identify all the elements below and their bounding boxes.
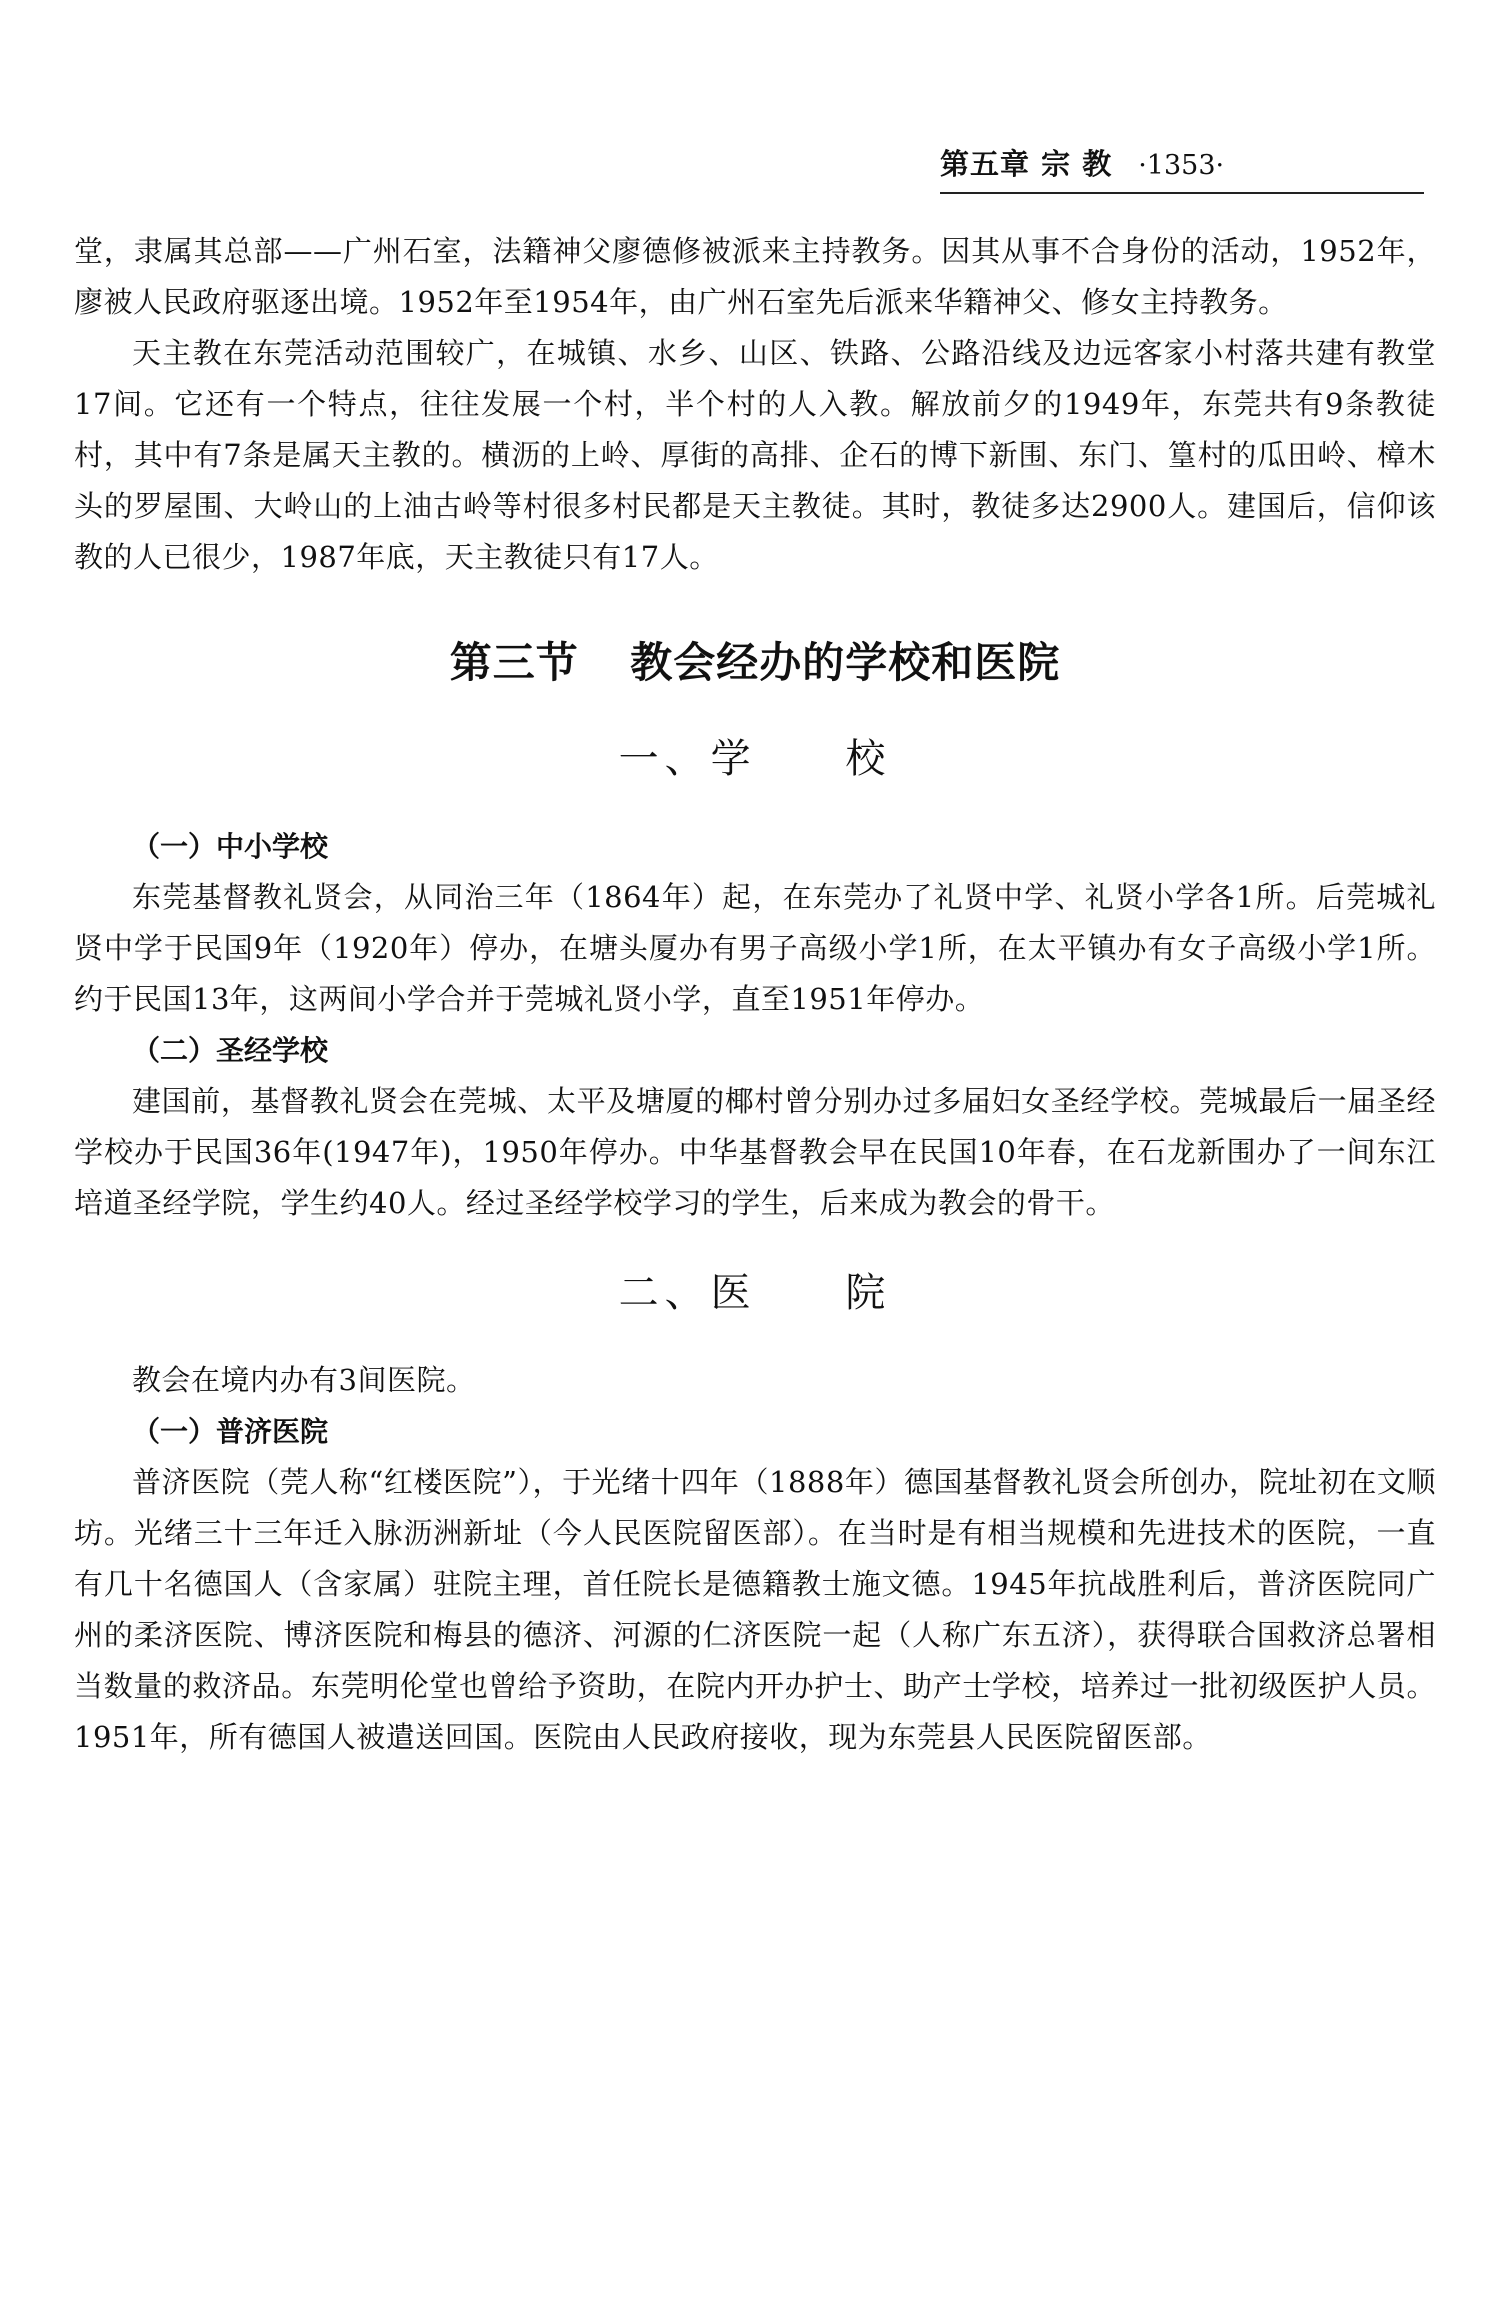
item-heading-puji-hospital: （一）普济医院 bbox=[132, 1415, 329, 1448]
header-rule bbox=[940, 192, 1424, 194]
paragraph-bible-schools: 建国前，基督教礼贤会在莞城、太平及塘厦的椰村曾分别办过多届妇女圣经学校。莞城最后一届圣经学校办于民国36年(1947年)，1950年停办。中华基督教会早在民国10年春，在石龙新围办了一间东江培道圣经学院，学生约40人。经过圣经学校学习的学生，后来成为教会的骨干。 bbox=[74, 1084, 1436, 1220]
item-heading-bible-schools: （二）圣经学校 bbox=[132, 1034, 329, 1067]
section-title: 第三节 教会经办的学校和医院 bbox=[449, 638, 1061, 687]
item-heading-primary-schools: （一）中小学校 bbox=[132, 830, 329, 863]
subsection-title-hospitals: 二、医 院 bbox=[618, 1270, 892, 1316]
chapter-title: 第五章 宗 教 bbox=[940, 147, 1113, 181]
body-text bbox=[74, 226, 1436, 1763]
subsection-title-schools: 一、学 校 bbox=[618, 736, 892, 782]
paragraph-primary-schools: 东莞基督教礼贤会，从同治三年（1864年）起，在东莞办了礼贤中学、礼贤小学各1所。后莞城礼贤中学于民国9年（1920年）停办，在塘头厦办有男子高级小学1所，在太平镇办有女子高级小学1所。约于民国13年，这两间小学合并于莞城礼贤小学，直至1951年停办。 bbox=[74, 880, 1436, 1016]
paragraph-continued: 堂，隶属其总部——广州石室，法籍神父廖德修被派来主持教务。因其从事不合身份的活动，1952年，廖被人民政府驱逐出境。1952年至1954年，由广州石室先后派来华籍神父、修女主持教务。 bbox=[74, 234, 1436, 319]
running-header bbox=[940, 140, 1400, 188]
paragraph-hospitals-intro: 教会在境内办有3间医院。 bbox=[132, 1363, 476, 1397]
page-number: ·1353· bbox=[1138, 150, 1225, 181]
paragraph-catholic-activity: 天主教在东莞活动范围较广，在城镇、水乡、山区、铁路、公路沿线及边远客家小村落共建有教堂17间。它还有一个特点，往往发展一个村，半个村的人入教。解放前夕的1949年，东莞共有9条教徒村，其中有7条是属天主教的。横沥的上岭、厚街的高排、企石的博下新围、东门、篁村的瓜田岭、樟木头的罗屋围、大岭山的上油古岭等村很多村民都是天主教徒。其时，教徒多达2900人。建国后，信仰该教的人已很少，1987年底，天主教徒只有17人。 bbox=[74, 336, 1436, 574]
paragraph-puji-hospital: 普济医院（莞人称“红楼医院”），于光绪十四年（1888年）德国基督教礼贤会所创办，院址初在文顺坊。光绪三十三年迁入脉沥洲新址（今人民医院留医部）。在当时是有相当规模和先进技术的医院，一直有几十名德国人（含家属）驻院主理，首任院长是德籍教士施文德。1945年抗战胜利后，普济医院同广州的柔济医院、博济医院和梅县的德济、河源的仁济医院一起（人称广东五济），获得联合国救济总署相当数量的救济品。东莞明伦堂也曾给予资助，在院内开办护士、助产士学校，培养过一批初级医护人员。1951年，所有德国人被遣送回国。医院由人民政府接收，现为东莞县人民医院留医部。 bbox=[74, 1465, 1436, 1754]
